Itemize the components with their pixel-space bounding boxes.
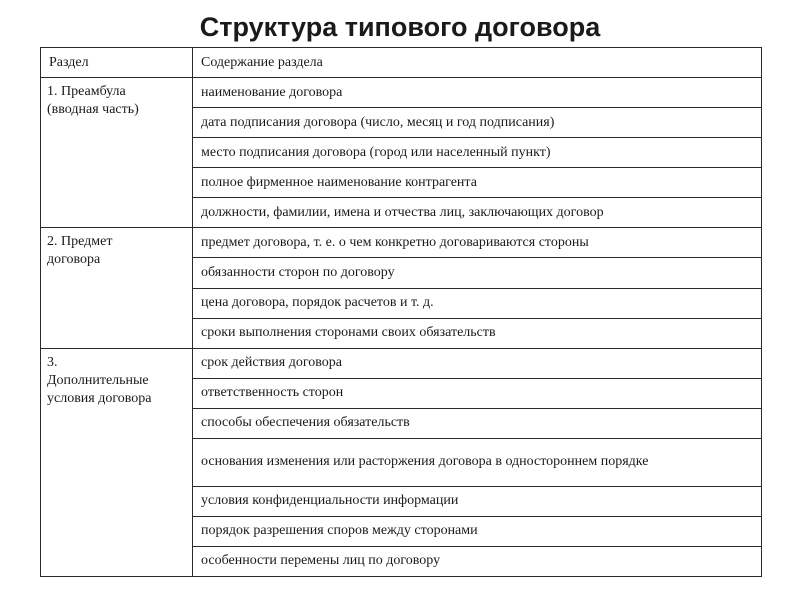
section-item: наименование договора bbox=[193, 78, 762, 108]
section-item: обязанности сторон по договору bbox=[193, 258, 762, 288]
section-label-subject: 2. Предмет договора bbox=[41, 228, 193, 348]
section-item: должности, фамилии, имена и отчества лиц, заключающих договор bbox=[193, 198, 762, 228]
section-item: полное фирменное наименование контрагента bbox=[193, 168, 762, 198]
table-header-row bbox=[41, 48, 762, 78]
page-title: Структура типового договора bbox=[199, 12, 601, 42]
section-item: срок действия договора bbox=[193, 348, 762, 378]
section-label-preamble: 1. Преамбула (вводная часть) bbox=[41, 78, 193, 228]
section-item: особенности перемены лиц по договору bbox=[193, 546, 762, 576]
header-section: Раздел bbox=[41, 48, 193, 78]
section-label-additional: 3. Дополнительные условия договора bbox=[41, 348, 193, 576]
table-row bbox=[41, 78, 762, 108]
section-item: основания изменения или расторжения договора в одностороннем порядке bbox=[193, 438, 762, 486]
section-item: условия конфиденциальности информации bbox=[193, 486, 762, 516]
contract-structure-table bbox=[40, 47, 762, 577]
section-item: место подписания договора (город или населенный пункт) bbox=[193, 138, 762, 168]
section-item: сроки выполнения сторонами своих обязательств bbox=[193, 318, 762, 348]
section-item: цена договора, порядок расчетов и т. д. bbox=[193, 288, 762, 318]
section-item: предмет договора, т. е. о чем конкретно договариваются стороны bbox=[193, 228, 762, 258]
table-row bbox=[41, 228, 762, 258]
section-item: способы обеспечения обязательств bbox=[193, 408, 762, 438]
table-row bbox=[41, 348, 762, 378]
section-item: ответственность сторон bbox=[193, 378, 762, 408]
section-item: порядок разрешения споров между сторонами bbox=[193, 516, 762, 546]
section-item: дата подписания договора (число, месяц и год подписания) bbox=[193, 108, 762, 138]
header-content: Содержание раздела bbox=[193, 48, 762, 78]
